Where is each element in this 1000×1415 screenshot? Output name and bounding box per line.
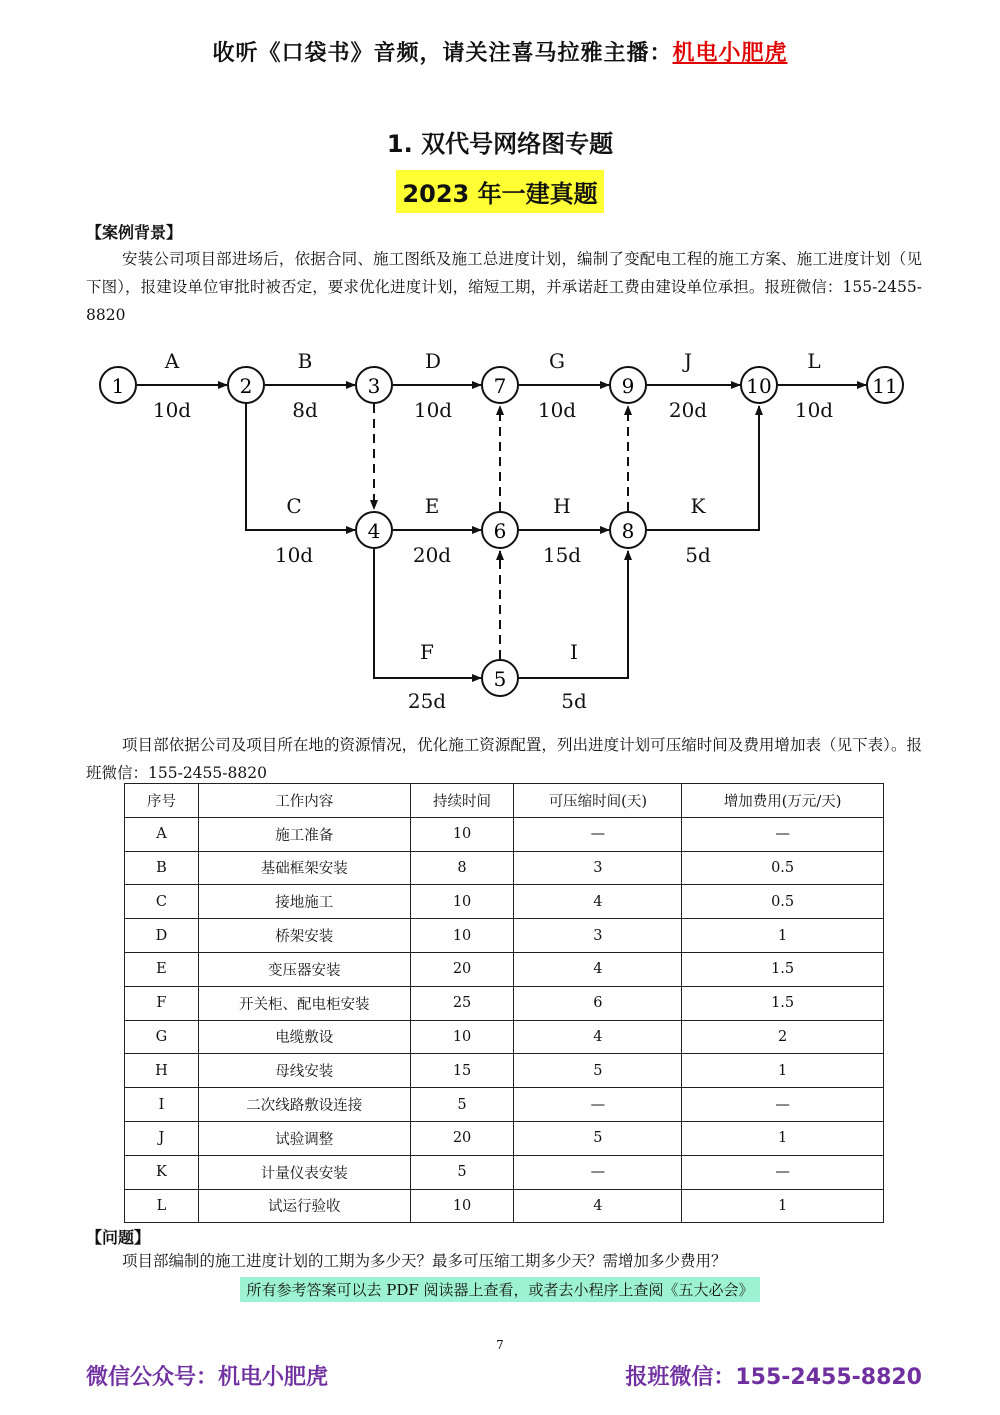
cell: F [125, 986, 199, 1020]
cell: 4 [514, 1189, 682, 1223]
activity-duration-A: 10d [152, 398, 192, 422]
cell: 10 [410, 885, 514, 919]
activity-name-G: G [549, 349, 565, 373]
header-cell: 工作内容 [198, 784, 410, 818]
activity-name-D: D [424, 349, 442, 373]
question-heading: 【问题】 [86, 1228, 151, 1247]
cell: 4 [514, 1020, 682, 1054]
cell: 1 [682, 1189, 884, 1223]
background-heading: 【案例背景】 [86, 223, 183, 242]
activity-duration-K: 5d [685, 543, 711, 567]
cell: — [514, 1088, 682, 1122]
cell: 0.5 [682, 851, 884, 885]
cell: 变压器安装 [198, 952, 410, 986]
svg-text:4: 4 [367, 519, 381, 543]
activity-duration-G: 10d [537, 398, 577, 422]
svg-text:5: 5 [493, 667, 507, 691]
cell: 电缆敷设 [198, 1020, 410, 1054]
svg-text:3: 3 [367, 374, 381, 398]
cell: 6 [514, 986, 682, 1020]
cell: L [125, 1189, 199, 1223]
node-2 [228, 367, 264, 403]
cell: 1 [682, 1121, 884, 1155]
cell: 开关柜、配电柜安装 [198, 986, 410, 1020]
activity-name-C: C [286, 494, 302, 518]
cell: K [125, 1155, 199, 1189]
cell: A [125, 817, 199, 851]
svg-text:10: 10 [746, 374, 772, 398]
node-8 [610, 512, 646, 548]
activity-name-A: A [164, 349, 180, 373]
cell: — [682, 1088, 884, 1122]
activity-name-F: F [420, 640, 434, 664]
cell: 试运行验收 [198, 1189, 410, 1223]
cell: 20 [410, 1121, 514, 1155]
cell: 3 [514, 851, 682, 885]
table-row [125, 851, 884, 885]
activity-name-B: B [297, 349, 313, 373]
cell: J [125, 1121, 199, 1155]
header-cell: 持续时间 [410, 784, 514, 818]
cell: 5 [410, 1088, 514, 1122]
activity-duration-F: 25d [407, 689, 447, 713]
activity-name-H: H [553, 494, 571, 518]
svg-text:2: 2 [239, 374, 253, 398]
cell: 10 [410, 817, 514, 851]
table-intro: 项目部依据公司及项目所在地的资源情况，优化施工资源配置，列出进度计划可压缩时间及费用增加表（见下表）。报班微信：155-2455-8820 [86, 736, 922, 782]
cell: B [125, 851, 199, 885]
cell: D [125, 919, 199, 953]
table-row [125, 817, 884, 851]
top-banner [0, 36, 1000, 67]
activity-duration-E: 20d [412, 543, 452, 567]
svg-text:1: 1 [111, 374, 125, 398]
cell: 25 [410, 986, 514, 1020]
table-row [125, 1088, 884, 1122]
table-header-row [125, 784, 884, 818]
cell: 试验调整 [198, 1121, 410, 1155]
node-9 [610, 367, 646, 403]
activity-duration-C: 10d [274, 543, 314, 567]
banner-prefix: 收听《口袋书》音频，请关注喜马拉雅主播： [212, 41, 673, 66]
network-diagram [0, 336, 1000, 726]
table-row [125, 986, 884, 1020]
cell: — [514, 817, 682, 851]
table-row [125, 1020, 884, 1054]
svg-text:9: 9 [621, 374, 635, 398]
cell: I [125, 1088, 199, 1122]
table-row [125, 919, 884, 953]
cell: 8 [410, 851, 514, 885]
resource-table [124, 783, 884, 1223]
cell: 5 [410, 1155, 514, 1189]
footer-wechat-account: 微信公众号：机电小肥虎 [86, 1365, 329, 1390]
cell: 1 [682, 919, 884, 953]
header-cell: 可压缩时间(天) [514, 784, 682, 818]
table-row [125, 1054, 884, 1088]
cell: — [682, 817, 884, 851]
node-4 [356, 512, 392, 548]
svg-text:11: 11 [872, 374, 898, 398]
header-cell: 增加费用(万元/天) [682, 784, 884, 818]
node-11 [867, 367, 903, 403]
table-row [125, 952, 884, 986]
cell: 2 [682, 1020, 884, 1054]
cell: 接地施工 [198, 885, 410, 919]
table-row [125, 1121, 884, 1155]
table-row [125, 1189, 884, 1223]
cell: 桥架安装 [198, 919, 410, 953]
svg-text:8: 8 [621, 519, 635, 543]
activity-name-K: K [690, 494, 706, 518]
svg-text:6: 6 [493, 519, 507, 543]
answer-note: 所有参考答案可以去 PDF 阅读器上查看，或者去小程序上查阅《五大必会》 [240, 1277, 759, 1302]
cell: 10 [410, 919, 514, 953]
node-5 [482, 660, 518, 696]
cell: — [514, 1155, 682, 1189]
cell: 4 [514, 952, 682, 986]
cell: 0.5 [682, 885, 884, 919]
activity-duration-B: 8d [292, 398, 318, 422]
cell: 3 [514, 919, 682, 953]
cell: 5 [514, 1121, 682, 1155]
activity-duration-H: 15d [542, 543, 582, 567]
page-number: 7 [496, 1338, 504, 1352]
node-7 [482, 367, 518, 403]
cell: 二次线路敷设连接 [198, 1088, 410, 1122]
background-paragraph: 安装公司项目部进场后，依据合同、施工图纸及施工总进度计划，编制了变配电工程的施工方案、施工进度计划（见下图），报建设单位审批时被否定，要求优化进度计划，缩短工期，并承诺赶工费由建设单位承担。报班微信：155-2455-8820 [86, 250, 922, 324]
activity-name-I: I [570, 640, 578, 664]
cell: 母线安装 [198, 1054, 410, 1088]
cell: 4 [514, 885, 682, 919]
cell: 10 [410, 1020, 514, 1054]
question-text: 项目部编制的施工进度计划的工期为多少天？最多可压缩工期多少天？需增加多少费用？ [122, 1252, 727, 1270]
exam-tag: 2023 年一建真题 [396, 170, 603, 213]
activity-duration-J: 20d [668, 398, 708, 422]
svg-text:7: 7 [493, 374, 507, 398]
cell: 15 [410, 1054, 514, 1088]
table-row [125, 885, 884, 919]
activity-name-J: J [683, 349, 693, 373]
exam-tag-wrap [0, 170, 1000, 213]
node-1 [100, 367, 136, 403]
footer-contact: 报班微信：155-2455-8820 [625, 1365, 922, 1390]
node-6 [482, 512, 518, 548]
node-10 [741, 367, 777, 403]
header-cell: 序号 [125, 784, 199, 818]
banner-host-link[interactable]: 机电小肥虎 [672, 41, 788, 66]
cell: 20 [410, 952, 514, 986]
cell: 5 [514, 1054, 682, 1088]
node-3 [356, 367, 392, 403]
activity-name-E: E [424, 494, 440, 518]
cell: 计量仪表安装 [198, 1155, 410, 1189]
cell: 1 [682, 1054, 884, 1088]
activity-duration-L: 10d [794, 398, 834, 422]
activity-name-L: L [807, 349, 821, 373]
cell: E [125, 952, 199, 986]
answer-note-wrap [0, 1277, 1000, 1302]
cell: 10 [410, 1189, 514, 1223]
cell: C [125, 885, 199, 919]
cell: H [125, 1054, 199, 1088]
activity-duration-I: 5d [561, 689, 587, 713]
cell: 1.5 [682, 986, 884, 1020]
cell: 施工准备 [198, 817, 410, 851]
cell: G [125, 1020, 199, 1054]
cell: 1.5 [682, 952, 884, 986]
table-row [125, 1155, 884, 1189]
cell: 基础框架安装 [198, 851, 410, 885]
page-title: 1. 双代号网络图专题 [386, 130, 614, 158]
activity-duration-D: 10d [413, 398, 453, 422]
cell: — [682, 1155, 884, 1189]
